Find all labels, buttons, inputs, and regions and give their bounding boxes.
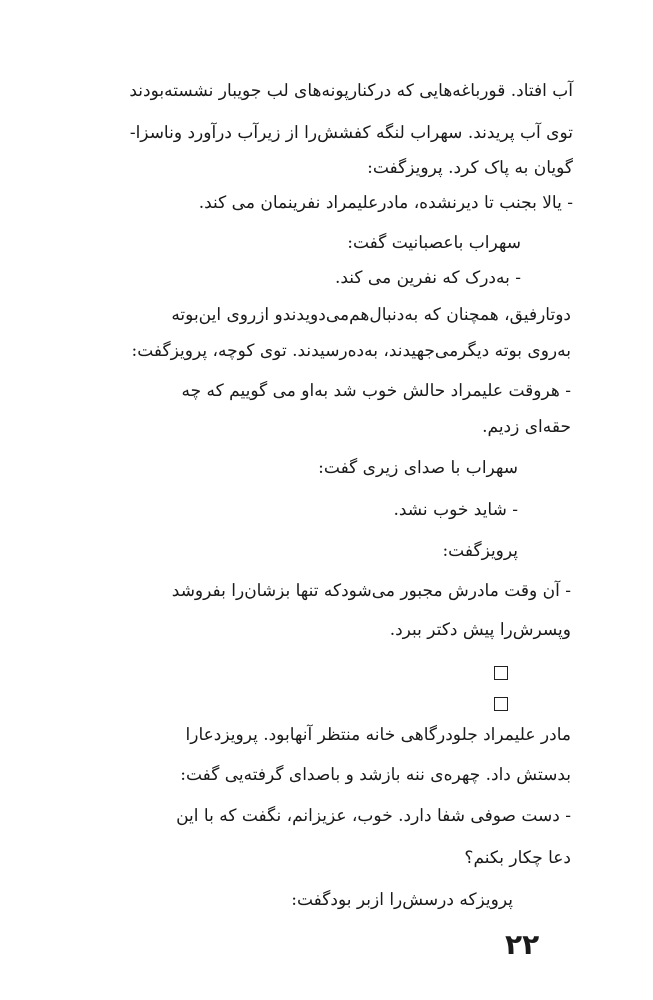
text-line-2: توی آب پریدند. سهراب لنگه کفشش‌را از زیرآب درآورد وناسزا-: [129, 123, 573, 143]
text-line-17: بدستش داد. چهره‌ی ننه بازشد و باصدای گرفته‌یی گفت:: [180, 765, 571, 785]
text-line-15: وپسرش‌را پیش دکتر ببرد.: [389, 620, 571, 640]
text-line-1: آب افتاد. قورباغه‌هایی که درکنارپونه‌های لب جویبار نشسته‌بودند: [129, 81, 573, 101]
text-line-19: دعا چکار بکنم؟: [464, 848, 571, 868]
text-line-20: پرویزکه درسش‌را ازبر بودگفت:: [291, 890, 513, 910]
text-line-4: - یالا بجنب تا دیرنشده، مادرعلیمراد نفرینمان می کند.: [198, 193, 573, 213]
text-line-7: دوتارفیق، همچنان که به‌دنبال‌هم‌می‌دویدندو ازروی این‌بوته: [171, 305, 571, 325]
section-marker-box-1: [494, 666, 508, 680]
text-line-11: سهراب با صدای زیری گفت:: [318, 458, 518, 478]
text-line-14: - آن وقت مادرش مجبور می‌شودکه تنها بزشان‌را بفروشد: [171, 581, 571, 601]
text-line-8: به‌روی بوته دیگرمی‌جهیدند، به‌ده‌رسیدند. توی کوچه، پرویزگفت:: [131, 341, 571, 361]
text-line-18: - دست صوفی شفا دارد. خوب، عزیزانم، نگفت که با این: [176, 806, 571, 826]
page-number: ۲۲: [505, 928, 540, 961]
text-line-3: گویان به پاک کرد. پرویزگفت:: [367, 158, 573, 178]
text-line-12: - شاید خوب نشد.: [393, 500, 518, 520]
text-line-5: سهراب باعصبانیت گفت:: [347, 233, 521, 253]
text-line-10: حقه‌ای زدیم.: [482, 417, 571, 437]
text-line-13: پرویزگفت:: [442, 541, 518, 561]
section-marker-box-2: [494, 697, 508, 711]
text-line-16: مادر علیمراد جلودرگاهی خانه منتظر آنهابود. پرویزدعارا: [185, 725, 571, 745]
text-line-6: - به‌درک که نفرین می کند.: [334, 268, 521, 288]
text-line-9: - هروقت علیمراد حالش خوب شد به‌او می گوییم که چه: [181, 381, 571, 401]
